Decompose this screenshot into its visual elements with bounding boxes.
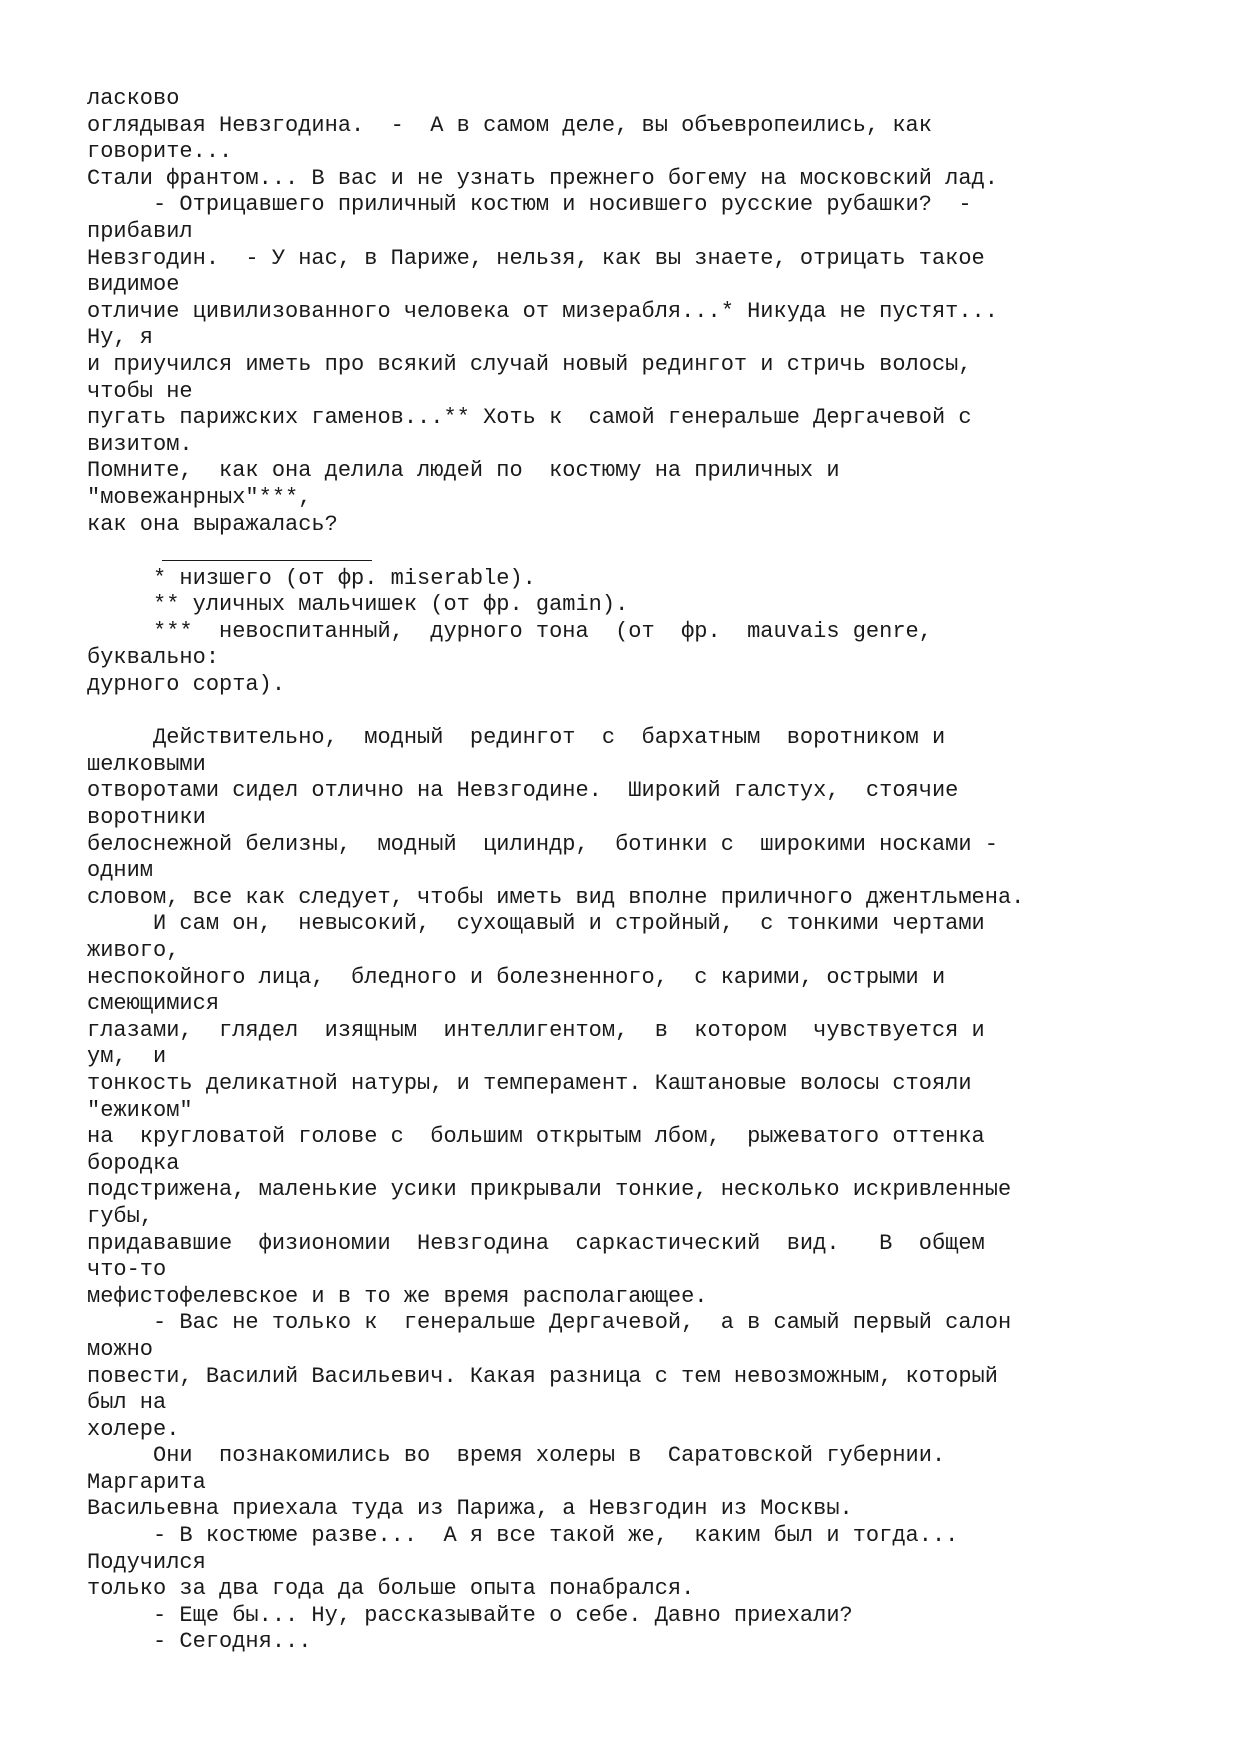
text-line: Они познакомились во время холеры в Саратовской губернии. xyxy=(87,1443,946,1469)
text-line: только за два года да больше опыта понабрался. xyxy=(87,1576,695,1602)
text-line: видимое xyxy=(87,272,180,298)
text-line: - Отрицавшего приличный костюм и носившего русские рубашки? - xyxy=(87,192,972,218)
text-line: придававшие физиономии Невзгодина саркастический вид. В общем xyxy=(87,1230,985,1256)
text-line: мефистофелевское и в то же время располагающее. xyxy=(87,1283,708,1309)
text-line: отличие цивилизованного человека от мизерабля...* Никуда не пустят... xyxy=(87,298,998,324)
text-line: на кругловатой голове с большим открытым лбом, рыжеватого оттенка xyxy=(87,1124,985,1150)
text-line: живого, xyxy=(87,938,180,963)
text-line: говорите... xyxy=(87,139,233,165)
text-line: отворотами сидел отлично на Невзгодине. Широкий галстух, стоячие xyxy=(87,778,959,804)
text-line: бородка xyxy=(87,1150,180,1176)
text-line: что-то xyxy=(87,1257,167,1283)
text-line: словом, все как следует, чтобы иметь вид вполне приличного джентльмена. xyxy=(87,884,1025,910)
text-line: "ежиком" xyxy=(87,1097,193,1123)
text-line: белоснежной белизны, модный цилиндр, ботинки с широкими носками - xyxy=(87,831,998,857)
text-line: *** невоспитанный, дурного тона (от фр. mauvais genre, xyxy=(87,618,932,644)
text-line xyxy=(87,699,1227,726)
text-line: был на xyxy=(87,1390,167,1416)
text-line: шелковыми xyxy=(87,751,206,777)
text-line: одним xyxy=(87,858,154,884)
text-line: пугать парижских гаменов...** Хоть к самой генеральше Дергачевой с xyxy=(87,405,972,431)
text-line: И сам он, невысокий, сухощавый и стройный, с тонкими чертами xyxy=(87,911,985,937)
text-line: как она выражалась? xyxy=(87,511,338,537)
text-line: Стали франтом... В вас и не узнать прежнего богему на московский лад. xyxy=(87,165,998,191)
text-line: Помните, как она делила людей по костюму на приличных и xyxy=(87,458,840,484)
text-line: смеющимися xyxy=(87,991,220,1017)
document-page xyxy=(87,86,1227,1656)
text-line: чтобы не xyxy=(87,378,193,404)
text-line: ум, и xyxy=(87,1044,167,1070)
text-line: Подучился xyxy=(87,1549,206,1575)
text-line: - Сегодня... xyxy=(87,1629,312,1655)
text-line: визитом. xyxy=(87,431,193,457)
text-line: и приучился иметь про всякий случай новый редингот и стричь волосы, xyxy=(87,351,972,377)
text-line: Действительно, модный редингот с бархатным воротником и xyxy=(87,725,946,751)
text-line: ласково xyxy=(87,86,180,111)
text-line: - Еще бы... Ну, рассказывайте о себе. Давно приехали? xyxy=(87,1602,853,1628)
text-line: - Вас не только к генеральше Дергачевой, а в самый первый салон xyxy=(87,1310,1012,1336)
text-line: оглядывая Невзгодина. - А в самом деле, вы объевропеились, как xyxy=(87,112,932,138)
text-line: холере. xyxy=(87,1416,180,1442)
text-line: ** уличных мальчишек (от фр. gamin). xyxy=(87,592,629,618)
text-line: неспокойного лица, бледного и болезненного, с карими, острыми и xyxy=(87,964,946,990)
text-line: - В костюме разве... А я все такой же, каким был и тогда... xyxy=(87,1523,959,1549)
text-line: тонкость деликатной натуры, и темперамент. Каштановые волосы стояли xyxy=(87,1070,972,1096)
text-line: воротники xyxy=(87,805,206,831)
text-line: можно xyxy=(87,1336,154,1362)
text-line: глазами, глядел изящным интеллигентом, в котором чувствуется и xyxy=(87,1017,985,1043)
text-line: дурного сорта). xyxy=(87,672,286,698)
text-line: Ну, я xyxy=(87,325,154,351)
text-line: Невзгодин. - У нас, в Париже, нельзя, как вы знаете, отрицать такое xyxy=(87,245,985,271)
text-line: "мовежанрных"***, xyxy=(87,484,312,510)
text-line: подстрижена, маленькие усики прикрывали тонкие, несколько искривленные xyxy=(87,1177,1012,1203)
text-line: губы, xyxy=(87,1203,154,1229)
text-line: Маргарита xyxy=(87,1469,206,1495)
footnote-separator xyxy=(162,538,372,561)
text-line: прибавил xyxy=(87,218,193,244)
text-line: Васильевна приехала туда из Парижа, а Невзгодин из Москвы. xyxy=(87,1496,853,1522)
text-line: повести, Василий Васильевич. Какая разница с тем невозможным, который xyxy=(87,1363,998,1389)
text-line: буквально: xyxy=(87,645,220,671)
text-line: * низшего (от фр. miserable). xyxy=(87,565,536,591)
